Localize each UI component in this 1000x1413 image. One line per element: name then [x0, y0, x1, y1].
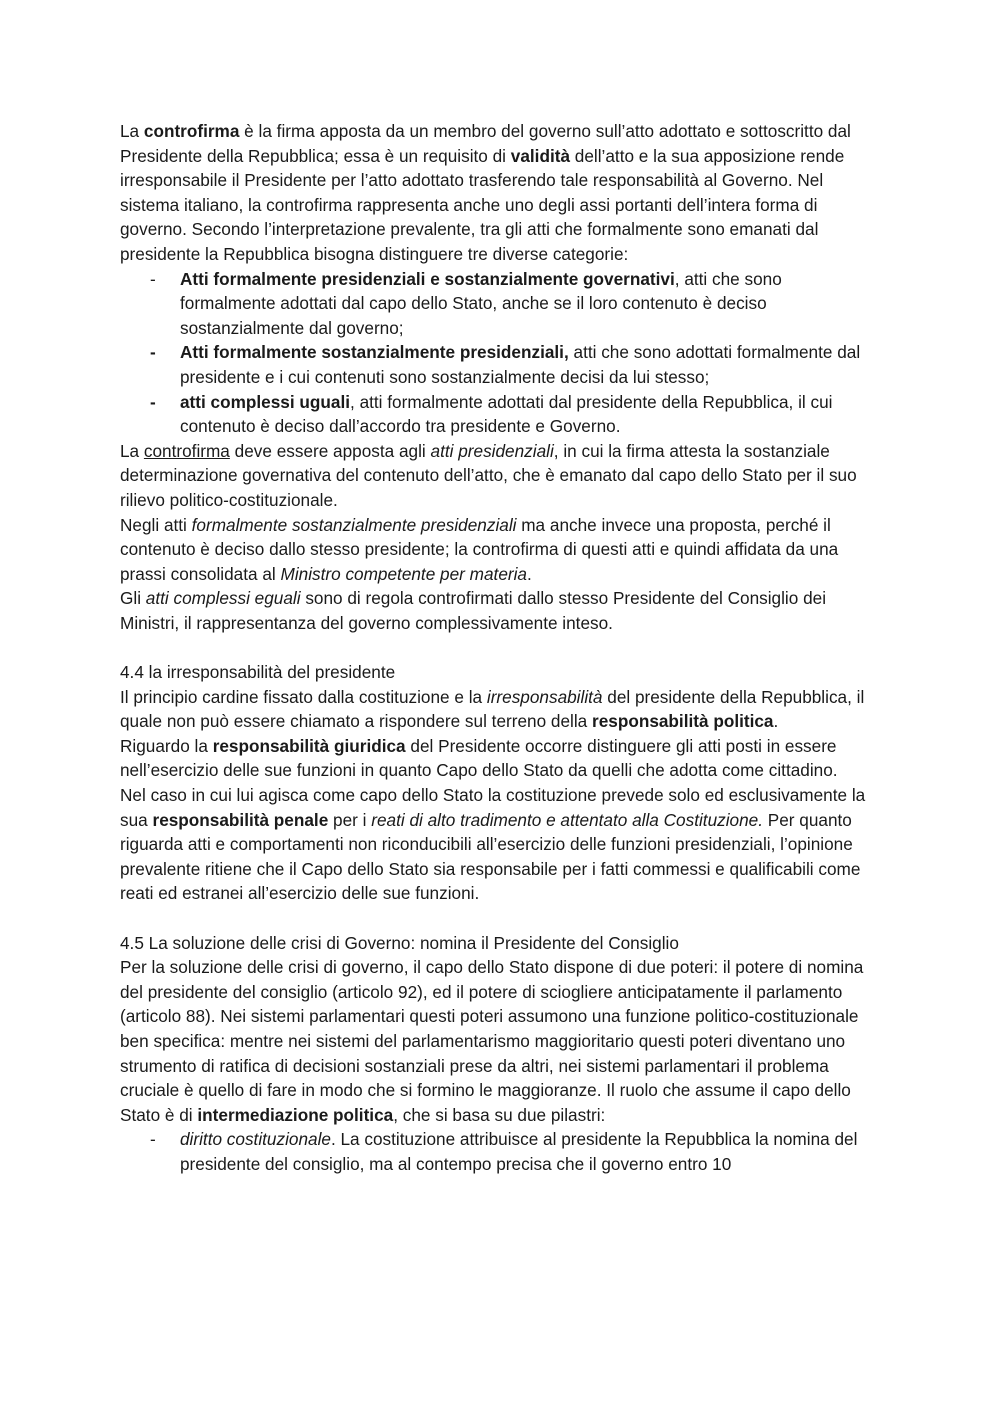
bold-term: responsabilità penale	[152, 809, 329, 830]
paragraph-controfirma-atti-presidenziali	[120, 439, 880, 513]
text-run: per i	[328, 809, 372, 830]
underlined-term: controfirma	[143, 440, 230, 461]
list-item-term: Atti formalmente presidenziali e sostanzialmente governativi	[180, 268, 675, 289]
list-item-term: diritto costituzionale	[180, 1129, 331, 1150]
term-validita: validità	[510, 145, 571, 166]
text-run: Gli	[120, 588, 146, 609]
paragraph-crisi-di-governo	[120, 955, 880, 1127]
list-dash-marker: -	[150, 391, 156, 412]
section-heading-4-4: 4.4 la irresponsabilità del presidente	[120, 662, 396, 683]
text-run: Per la soluzione delle crisi di governo, il capo dello Stato dispone di due poteri: il potere di nomina del presidente del consiglio (articolo 92), ed il potere di sciogliere anticipatamente il parlamento (articolo 88). Nei sistemi parlamentari questi poteri assumono una funzione politico-costituzionale ben specifica: mentre nei sistemi del parlamentarismo maggioritario questi poteri diventano uno strumento di ratifica di decisioni sostanziali prese da altri, nei sistemi parlamentari il problema cruciale è quello di fare in modo che si formino le maggioranze. Il ruolo che assume il capo dello Stato è di	[120, 957, 864, 1125]
text-run: dell’atto e la sua apposizione rende irresponsabile il Presidente per l’atto adottato trasferendo tale responsabilità al Governo. Nel sistema italiano, la controfirma rappresenta anche uno degli assi portanti dell’intera forma di governo. Secondo l’interpretazione prevalente, tra gli atti che formalmente sono emanati dal presidente la Repubblica bisogna distinguere tre diverse categorie:	[120, 145, 845, 264]
text-run: Il principio cardine fissato dalla costituzione e la	[120, 686, 487, 707]
list-item	[120, 1127, 880, 1176]
italic-term: Ministro competente per materia	[280, 563, 527, 584]
list-item-text: , atti che sono formalmente adottati dal capo dello Stato, anche se il loro contenuto è deciso sostanzialmente dal governo;	[180, 268, 782, 338]
text-run: , in cui la firma attesta la sostanziale determinazione governativa del contenuto dell’atto, che è emanato dal capo dello Stato per il suo rilievo politico-costituzionale.	[120, 440, 857, 510]
list-item-text: atti che sono adottati formalmente dal presidente e i cui contenuti sono sostanzialmente decisi da lui stesso;	[180, 342, 861, 387]
list-act-categories	[120, 267, 880, 439]
list-item	[120, 340, 880, 389]
term-controfirma: controfirma	[143, 121, 240, 141]
text-run: Riguardo la	[120, 735, 213, 756]
text-run: Negli atti	[120, 514, 192, 535]
list-item	[120, 267, 880, 341]
paragraph-atti-sostanzialmente-presidenziali	[120, 513, 880, 587]
bold-term: responsabilità politica	[592, 711, 774, 732]
text-run: .	[526, 563, 532, 584]
italic-term: atti presidenziali	[430, 440, 554, 461]
italic-term: reati di alto tradimento e attentato alla Costituzione.	[371, 809, 763, 830]
paragraph-irresponsabilita	[120, 685, 880, 734]
text-run: Per quanto riguarda atti e comportamenti non riconducibili all’esercizio delle funzioni presidenziali, l’opinione prevalente ritiene che il Capo dello Stato sia responsabile per i fatti commessi e qualificabili come reati ed estranei all’esercizio delle sue funzioni.	[120, 809, 861, 904]
text-run: .	[773, 711, 779, 732]
text-run: La	[120, 440, 144, 461]
text-run: , che si basa su due pilastri:	[393, 1104, 606, 1125]
paragraph-responsabilita-penale	[120, 783, 880, 906]
paragraph-spacer	[120, 906, 880, 931]
italic-term: irresponsabilità	[486, 686, 603, 707]
text-run: ma anche invece una proposta, perché il contenuto è deciso dallo stesso presidente; la controfirma di questi atti e quindi affidata da una prassi consolidata al	[120, 514, 839, 584]
text-run: sono di regola controfirmati dallo stesso Presidente del Consiglio dei Ministri, il rappresentanza del governo complessivamente inteso.	[120, 588, 827, 633]
text-run: del presidente della Repubblica, il quale non può essere chiamato a rispondere sul terreno della	[120, 686, 865, 732]
list-item-text: . La costituzione attribuisce al presidente la Repubblica la nomina del presidente del consiglio, ma al contempo precisa che il governo entro 10	[180, 1129, 858, 1174]
list-item	[120, 390, 880, 439]
text-run: Nel caso in cui lui agisca come capo dello Stato la costituzione prevede solo ed esclusivamente la sua	[120, 785, 866, 830]
text-run: La	[120, 121, 144, 141]
text-run: è la firma apposta da un membro del governo sull’atto adottato e sottoscritto dal Presidente della Repubblica; essa è un requisito di	[120, 121, 851, 166]
paragraph-spacer	[120, 635, 880, 660]
list-dash-marker: -	[150, 1129, 156, 1150]
list-dash-marker: -	[150, 342, 156, 363]
text-run: del Presidente occorre distinguere gli atti posti in essere nell’esercizio delle sue funzioni in quanto Capo dello Stato da quelli che adotta come cittadino.	[120, 735, 838, 781]
paragraph-responsabilita-giuridica	[120, 734, 880, 783]
list-pilastri	[120, 1127, 880, 1176]
list-item-text: , atti formalmente adottati dal presidente della Repubblica, il cui contenuto è deciso dall’accordo tra presidente e Governo.	[180, 391, 833, 437]
list-item-term: atti complessi uguali	[180, 391, 351, 412]
section-heading-4-5: 4.5 La soluzione delle crisi di Governo: nomina il Presidente del Consiglio	[120, 932, 679, 953]
paragraph-controfirma-definition	[120, 119, 880, 267]
list-dash-marker: -	[150, 268, 156, 289]
document-body	[120, 119, 880, 1177]
italic-term: formalmente sostanzialmente presidenziali	[191, 514, 517, 535]
list-item-term: Atti formalmente sostanzialmente presidenziali,	[180, 342, 569, 363]
italic-term: atti complessi eguali	[145, 588, 301, 609]
text-run: deve essere apposta agli	[229, 440, 431, 461]
bold-term: responsabilità giuridica	[212, 735, 406, 756]
bold-term: intermediazione politica	[197, 1104, 394, 1125]
paragraph-atti-complessi	[120, 586, 880, 635]
